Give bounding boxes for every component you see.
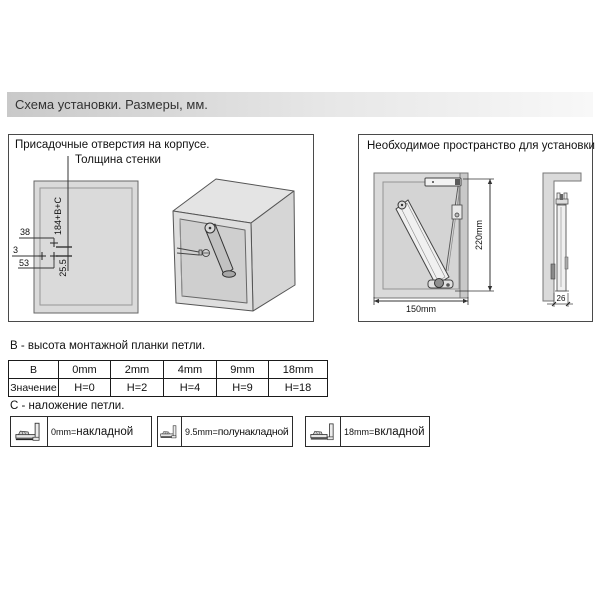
drilling-template-drawing [9, 135, 313, 321]
cabinet-3d-drawing [173, 179, 295, 311]
overlay-option-full [10, 416, 152, 447]
table-header-cell: 0mm [59, 361, 111, 379]
dim-38-label: 38 [20, 227, 31, 237]
table-header-cell: 2mm [111, 361, 164, 379]
inset-hinge-icon [306, 417, 341, 446]
dim-25-label: 25.5 [58, 259, 68, 277]
table-header-cell: 18mm [269, 361, 328, 379]
table-cell: H=4 [164, 379, 217, 397]
cabinet-side-panel [34, 181, 138, 313]
dim-184-label: 184+B+C [53, 196, 63, 236]
wall-thickness-label: Толщина стенки [75, 154, 161, 166]
dim-53-label: 53 [19, 258, 30, 268]
table-cell: H=18 [269, 379, 328, 397]
section-c-title: C - наложение петли. [10, 400, 125, 412]
half-overlay-hinge-icon [158, 417, 182, 446]
overlay-hinge-icon [11, 417, 48, 446]
table-cell: H=9 [217, 379, 269, 397]
table-cell: H=2 [111, 379, 164, 397]
left-panel-title: Присадочные отверстия на корпусе. [15, 139, 210, 151]
dim-150-label: 150mm [405, 304, 437, 314]
half-overlay-value: 9.5mm= [185, 426, 218, 437]
dim-3-label: 3 [13, 245, 19, 255]
half-overlay-label: полунакладной [217, 425, 289, 438]
overlay-option-inset [305, 416, 430, 447]
table-cell: H=0 [59, 379, 111, 397]
overlay-label: накладной [76, 425, 134, 438]
table-header-cell: B [9, 361, 59, 379]
overlay-value: 0mm= [51, 426, 77, 437]
table-header-row [9, 361, 328, 379]
plate-height-table [8, 360, 328, 397]
side-profile-drawing [543, 173, 581, 307]
inset-value: 18mm= [344, 426, 375, 437]
dim-220-label: 220mm [474, 219, 484, 251]
section-b-title: B - высота монтажной планки петли. [10, 340, 206, 352]
right-panel-title: Необходимое пространство для установки [367, 140, 595, 152]
table-value-row [9, 379, 328, 397]
installation-space-drawing [359, 135, 592, 321]
drilling-holes-panel [8, 134, 314, 322]
dim-26-label: 26 [556, 294, 566, 303]
section-header-title: Схема установки. Размеры, мм. [15, 97, 208, 112]
table-header-cell: 4mm [164, 361, 217, 379]
overlay-option-half [157, 416, 293, 447]
section-header-bar [7, 92, 593, 117]
table-header-cell: 9mm [217, 361, 269, 379]
inset-label: вкладной [374, 425, 425, 438]
installation-space-panel [358, 134, 593, 322]
table-row-label: Значение [9, 379, 59, 397]
